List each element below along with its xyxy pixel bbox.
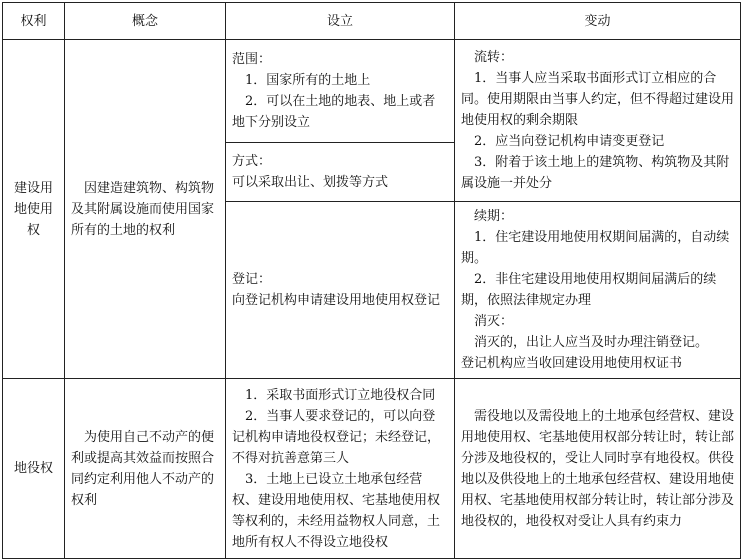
change-transfer-item-2: 2．应当向登记机构申请变更登记 xyxy=(474,134,665,149)
change-renewal-cell xyxy=(455,202,741,379)
setup-scope-title: 范围： xyxy=(232,52,272,67)
change-renewal-item-1: 1．住宅建设用地使用权期间届满的，自动续期。 xyxy=(461,230,730,266)
setup-easement-item-1: 1．采取书面形式订立地役权合同 xyxy=(245,387,436,403)
rights-table xyxy=(2,2,741,559)
setup-method-cell xyxy=(226,143,455,202)
right-name-easement: 地役权 xyxy=(3,379,65,559)
setup-register-title: 登记： xyxy=(232,272,272,287)
change-transfer-item-3: 3．附着于该土地上的建筑物、构筑物及其附属设施一并处分 xyxy=(461,155,730,191)
table-header-row xyxy=(3,3,741,40)
right-name-construction: 建设用地使用权 xyxy=(3,40,65,379)
table-row xyxy=(3,379,741,559)
table-row xyxy=(3,40,741,143)
change-easement-text: 需役地以及需役地上的土地承包经营权、建设用地使用权、宅基地使用权部分转让时，转让部分涉及地役权的，受让人同时享有地役权。供役地以及供役地上的土地承包经营权、建设用地使用权、宅基地使用权部分转让时，转让部分涉及地役权的，地役权对受让人具有约束力 xyxy=(461,408,735,529)
setup-method-title: 方式： xyxy=(232,154,272,169)
setup-method-text: 可以采取出让、划拨等方式 xyxy=(232,175,389,190)
header-change: 变动 xyxy=(455,3,741,40)
concept-text: 为使用自己不动产的便利或提高其效益而按照合同约定利用他人不动产的权利 xyxy=(71,429,215,508)
change-extinction-text: 消灭的，出让人应当及时办理注销登记。 xyxy=(474,335,709,350)
setup-register-cell xyxy=(226,202,455,379)
concept-text: 因建造建筑物、构筑物及其附属设施而使用国家所有的土地的权利 xyxy=(71,180,215,238)
setup-easement-item-3: 3．土地上已设立土地承包经营权、建设用地使用权、宅基地使用权等权利的，未经用益物权人同意，土地所有权人不得设立地役权 xyxy=(232,471,441,550)
change-renewal-title: 续期： xyxy=(474,209,514,224)
change-transfer-cell xyxy=(455,40,741,202)
setup-easement-cell xyxy=(226,379,455,559)
concept-easement xyxy=(65,379,226,559)
change-easement-cell xyxy=(455,379,741,559)
setup-scope-item-2: 2．可以在土地的地表、地上或者地下分别设立 xyxy=(232,94,436,130)
setup-easement-item-2: 2．当事人要求登记的，可以向登记机构申请地役权登记；未经登记，不得对抗善意第三人 xyxy=(232,408,441,466)
concept-construction xyxy=(65,40,226,379)
change-renewal-item-2: 2．非住宅建设用地使用权期间届满后的续期，依照法律规定办理 xyxy=(461,272,717,308)
change-transfer-title: 流转： xyxy=(474,50,514,65)
setup-scope-cell xyxy=(226,40,455,143)
change-transfer-item-1: 1．当事人应当采取书面形式订立相应的合同。使用期限由当事人约定，但不得超过建设用地使用权的剩余期限 xyxy=(461,71,735,128)
header-right: 权利 xyxy=(3,3,65,40)
change-extinction-text-2: 登记机构应当收回建设用地使用权证书 xyxy=(461,356,683,371)
setup-scope-item-1: 1．国家所有的土地上 xyxy=(245,73,371,88)
header-concept: 概念 xyxy=(65,3,226,40)
change-extinction-title: 消灭： xyxy=(474,314,514,329)
header-setup: 设立 xyxy=(226,3,455,40)
setup-register-text: 向登记机构申请建设用地使用权登记 xyxy=(232,293,441,308)
